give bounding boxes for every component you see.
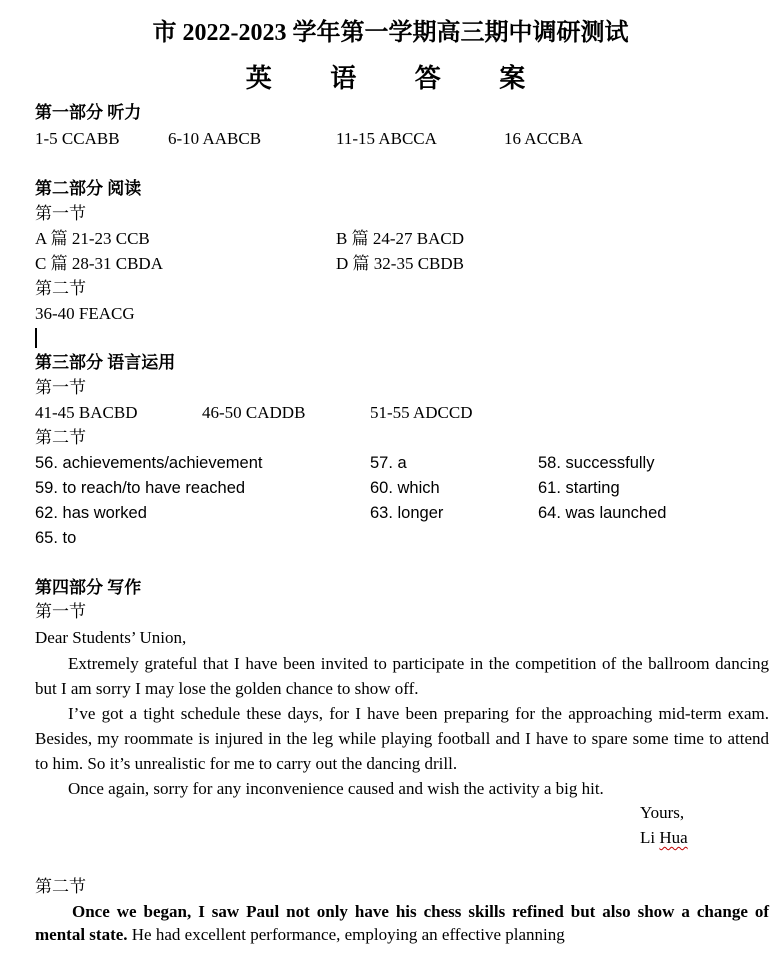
continuation-text: He had excellent performance, employing an effective planning [127,925,565,944]
part1-answer-4: 16 ACCBA [504,129,583,148]
part3-answer-3: 51-55 ADCCD [370,403,473,422]
part3-answer-1: 41-45 BACBD [35,403,138,422]
part2-answer-a: A 篇 21-23 CCB [35,229,150,248]
letter-paragraph-3: Once again, sorry for any inconvenience caused and wish the activity a big hit. [68,779,604,798]
letter-paragraph-2: I’ve got a tight schedule these days, for I have been preparing for the approaching mid-term exam. Besides, my roommate is injured in the leg while playing football and I have to spare some time to attend to him. So it’s unrealistic for me to carry out the dancing drill. [35,704,769,773]
part4-heading: 第四部分 写作 [35,578,142,597]
letter-signature [640,827,688,849]
fill-answer-61: 61. starting [538,479,620,497]
fill-answer-62: 62. has worked [35,504,147,522]
text-cursor [35,328,37,348]
fill-answer-56: 56. achievements/achievement [35,454,263,472]
part1-answer-1: 1-5 CCABB [35,129,120,148]
fill-answer-59: 59. to reach/to have reached [35,479,246,497]
part2-answer-b: B 篇 24-27 BACD [336,229,464,248]
part2-heading: 第二部分 阅读 [35,179,142,198]
signature-last: Hua [659,828,688,847]
part2-section2-answer: 36-40 FEACG [35,304,135,323]
fill-answer-63: 63. longer [370,504,444,522]
part4-section1-label: 第一节 [35,602,86,621]
continuation-bold-text: Once we began, I saw Paul not only have his chess skills refined but also show a change of mental state. [35,902,769,944]
part3-section1-label: 第一节 [35,378,86,397]
fill-answer-57: 57. a [370,454,407,472]
part3-answer-2: 46-50 CADDB [202,403,306,422]
part3-section2-label: 第二节 [35,428,86,447]
part4-section2-label: 第二节 [35,877,86,896]
part2-section2-label: 第二节 [35,279,86,298]
part2-section1-label: 第一节 [35,204,86,223]
letter-paragraph-1: Extremely grateful that I have been invited to participate in the competition of the ballroom dancing but I am sorry I may lose the golden chance to show off. [35,654,769,698]
part2-answer-d: D 篇 32-35 CBDB [336,254,464,273]
fill-answer-58: 58. successfully [538,454,655,472]
part1-answer-2: 6-10 AABCB [168,129,262,148]
part3-heading: 第三部分 语言运用 [35,353,176,372]
letter-closing: Yours, [640,803,685,822]
fill-answer-60: 60. which [370,479,440,497]
continuation-paragraph [35,900,769,946]
part1-answer-3: 11-15 ABCCA [336,129,437,148]
part2-answer-c: C 篇 28-31 CBDA [35,254,163,273]
fill-answer-65: 65. to [35,529,77,547]
page-subtitle: 英 语 答 案 [245,64,552,93]
part1-heading: 第一部分 听力 [35,103,142,122]
fill-answer-64: 64. was launched [538,504,667,522]
letter-greeting: Dear Students’ Union, [35,628,187,647]
signature-first: Li [640,828,660,847]
page-title: 市 2022-2023 学年第一学期高三期中调研测试 [152,20,629,46]
